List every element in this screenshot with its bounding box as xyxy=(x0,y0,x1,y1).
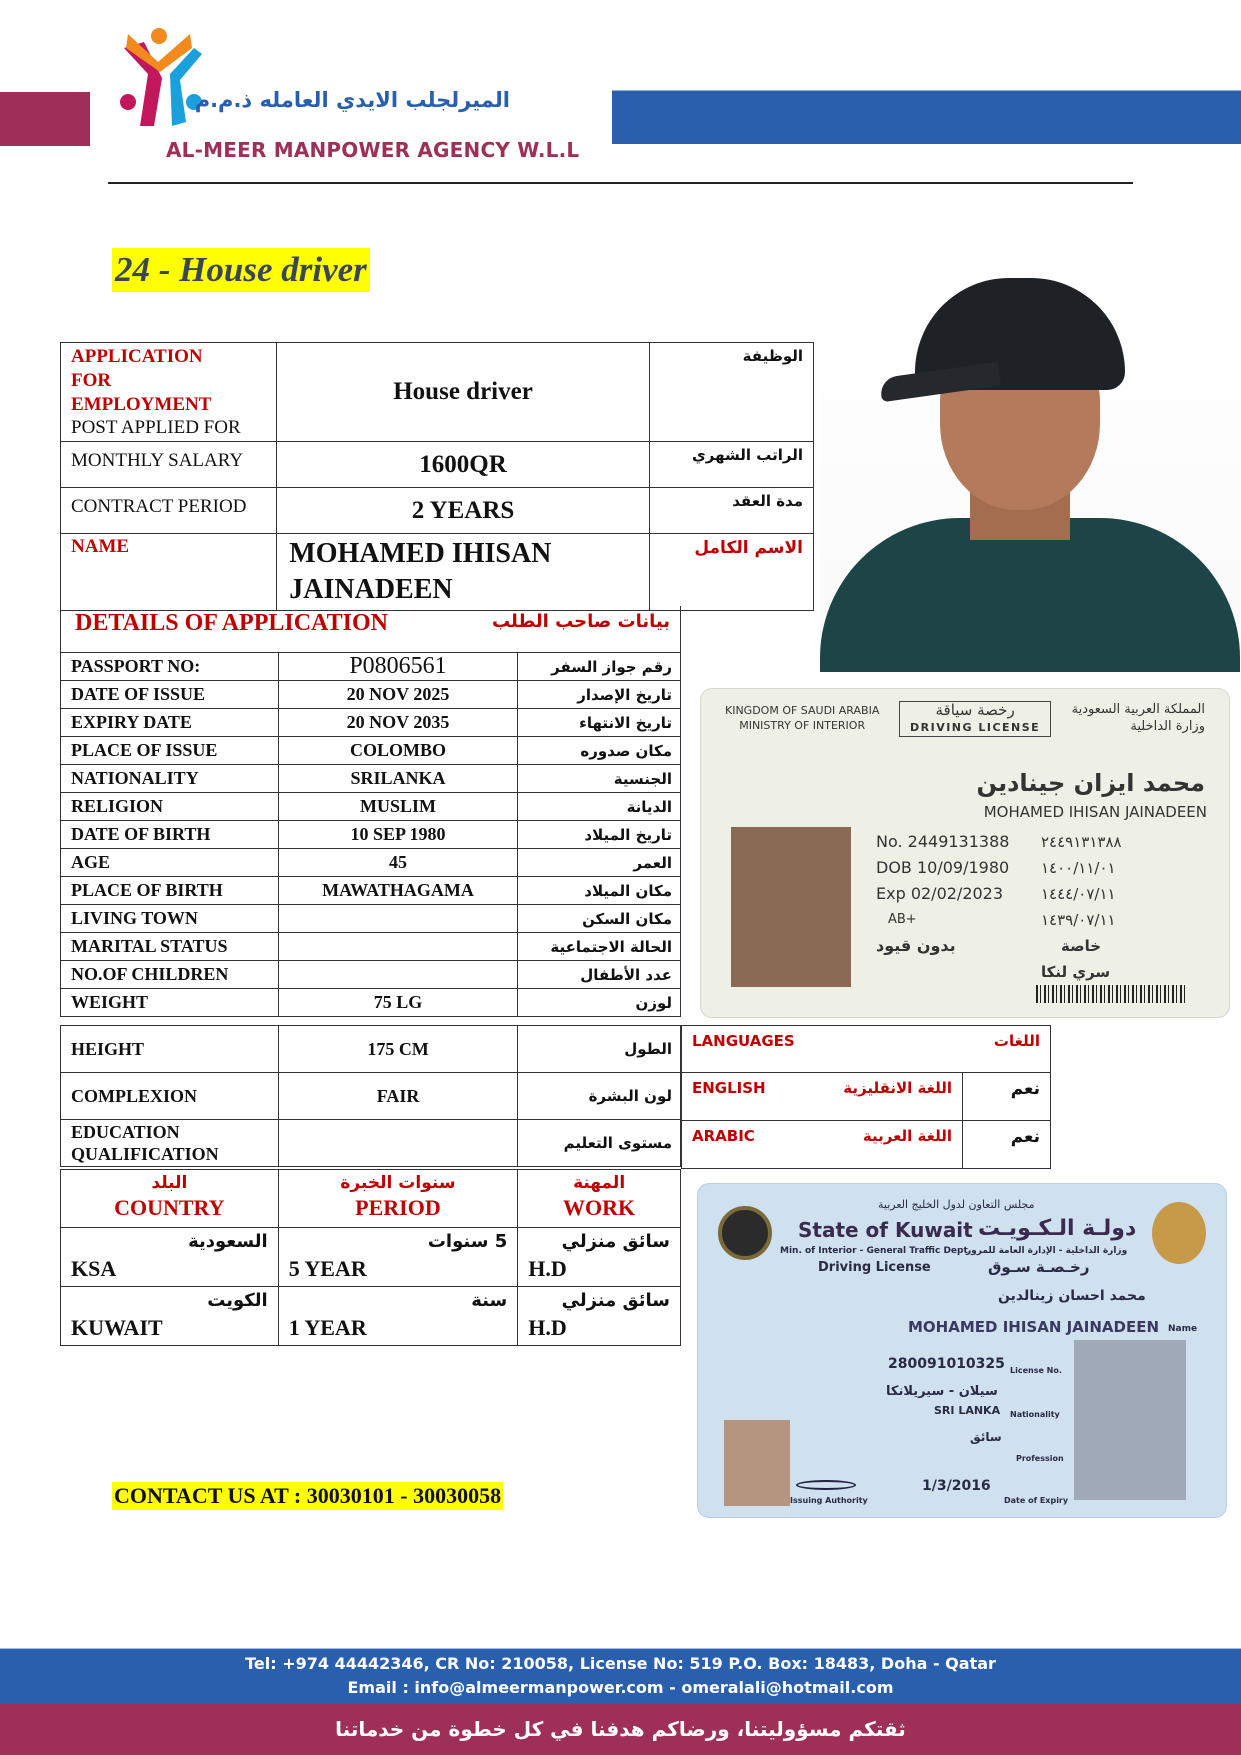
kw-ministry-en: Min. of Interior - General Traffic Dept. xyxy=(780,1246,972,1256)
name-value: MOHAMED IHISAN JAINADEEN xyxy=(277,534,649,611)
company-logo-icon xyxy=(110,26,208,134)
header-divider xyxy=(108,182,1133,184)
work-en: H.D xyxy=(528,1256,567,1281)
detail-value: 10 SEP 1980 xyxy=(278,821,518,849)
period-ar: سنة xyxy=(471,1290,508,1311)
experience-header-work xyxy=(518,1170,681,1228)
experience-country xyxy=(61,1228,279,1287)
experience-row xyxy=(61,1228,681,1287)
kw-nationality-label: Nationality xyxy=(1010,1410,1060,1419)
detail-label: NATIONALITY xyxy=(61,765,279,793)
detail-label: MARITAL STATUS xyxy=(61,933,279,961)
detail-label-ar: الحالة الاجتماعية xyxy=(518,933,681,961)
detail-label: PLACE OF BIRTH xyxy=(61,877,279,905)
detail-label-ar: تاريخ الإصدار xyxy=(518,681,681,709)
detail-row xyxy=(61,681,681,709)
language-row xyxy=(682,1121,1051,1169)
detail-value: 175 CM xyxy=(278,1026,517,1073)
detail-value: 45 xyxy=(278,849,518,877)
details-title: DETAILS OF APPLICATION xyxy=(75,610,388,636)
country-ar: الكويت xyxy=(207,1290,268,1311)
footer-slogan: ثقتكم مسؤوليتنا، ورضاكم هدفنا في كل خطوة من خدماتنا xyxy=(0,1704,1241,1755)
kw-title-en: Driving License xyxy=(818,1260,931,1275)
ksa-exp-ar: ١٤٤٤/٠٧/١١ xyxy=(1041,885,1116,903)
detail-value xyxy=(278,1120,517,1167)
name-label: NAME xyxy=(61,534,277,611)
language-answer: نعم xyxy=(963,1073,1051,1121)
detail-label-ar: عدد الأطفال xyxy=(518,961,681,989)
detail-label: EDUCATION QUALIFICATION xyxy=(61,1120,279,1167)
ksa-name-en: MOHAMED IHISAN JAINADEEN xyxy=(983,803,1207,821)
header-band-right xyxy=(612,90,1241,144)
language-ar: اللغة العربية xyxy=(862,1127,952,1145)
detail-label-ar: الجنسية xyxy=(518,765,681,793)
ksa-type-ar: خاصة xyxy=(1061,937,1102,955)
name-label-ar: الاسم الكامل xyxy=(649,534,813,611)
signature-icon xyxy=(796,1480,856,1490)
details-table-tall xyxy=(60,1025,681,1167)
period-en: 1 YEAR xyxy=(288,1315,367,1340)
kw-title-ar: رخـصـة سـوق xyxy=(988,1258,1090,1276)
detail-value: MUSLIM xyxy=(278,793,518,821)
ksa-license-photo xyxy=(731,827,851,987)
language-name xyxy=(682,1121,963,1169)
post-label-ar: الوظيفة xyxy=(649,343,813,442)
details-table xyxy=(60,652,681,1017)
post-label: POST APPLIED FOR xyxy=(71,417,241,438)
experience-work xyxy=(518,1287,681,1346)
detail-label: PLACE OF ISSUE xyxy=(61,737,279,765)
detail-label: COMPLEXION xyxy=(61,1073,279,1120)
detail-value: SRILANKA xyxy=(278,765,518,793)
language-row xyxy=(682,1073,1051,1121)
kw-gcc-ar: مجلس التعاون لدول الخليج العربية xyxy=(878,1198,1035,1211)
header-period-en: PERIOD xyxy=(355,1195,441,1220)
detail-row xyxy=(61,765,681,793)
header-work-en: WORK xyxy=(563,1195,636,1220)
language-answer: نعم xyxy=(963,1121,1051,1169)
header-period-ar: سنوات الخبرة xyxy=(340,1173,456,1193)
kw-license-photo xyxy=(1074,1340,1186,1500)
country-en: KUWAIT xyxy=(71,1315,163,1340)
post-label-cell xyxy=(61,343,277,442)
detail-row xyxy=(61,905,681,933)
detail-label: AGE xyxy=(61,849,279,877)
detail-label: WEIGHT xyxy=(61,989,279,1017)
salary-label: MONTHLY SALARY xyxy=(61,442,277,488)
detail-row xyxy=(61,849,681,877)
detail-label: RELIGION xyxy=(61,793,279,821)
detail-label-ar: رقم جواز السفر xyxy=(518,653,681,681)
languages-title: LANGUAGES xyxy=(692,1032,795,1050)
detail-label-ar: الطول xyxy=(518,1026,681,1073)
ksa-number: No. 2449131388 xyxy=(876,832,1010,851)
detail-label-ar: العمر xyxy=(518,849,681,877)
detail-row xyxy=(61,1026,681,1073)
experience-country xyxy=(61,1287,279,1346)
experience-table xyxy=(60,1169,681,1346)
detail-label-ar: لون البشرة xyxy=(518,1073,681,1120)
kw-name-label: Name xyxy=(1168,1324,1198,1334)
ksa-ministry-en: MINISTRY OF INTERIOR xyxy=(739,719,866,732)
contact-line: CONTACT US AT : 30030101 - 30030058 xyxy=(114,1483,502,1508)
kuwait-driving-license-image xyxy=(697,1183,1227,1518)
language-en: ENGLISH xyxy=(692,1079,766,1097)
work-ar: سائق منزلي xyxy=(561,1290,670,1311)
experience-header-country xyxy=(61,1170,279,1228)
footer-contact-band xyxy=(0,1648,1241,1704)
kw-expiry: 1/3/2016 xyxy=(922,1478,991,1494)
detail-row xyxy=(61,961,681,989)
header-country-ar: البلد xyxy=(151,1173,188,1193)
experience-row xyxy=(61,1287,681,1346)
company-name-arabic: الميرلجلب الايدي العامله ذ.م.م xyxy=(194,88,510,112)
applicant-photo xyxy=(820,270,1240,672)
detail-value: COLOMBO xyxy=(278,737,518,765)
ksa-dob: DOB 10/09/1980 xyxy=(876,858,1010,877)
work-ar: سائق منزلي xyxy=(561,1231,670,1252)
ksa-title-ar: رخصة سياقة xyxy=(935,701,1015,719)
ksa-exp: Exp 02/02/2023 xyxy=(876,884,1004,903)
detail-label: LIVING TOWN xyxy=(61,905,279,933)
detail-label-ar: مستوى التعليم xyxy=(518,1120,681,1167)
kw-state-ar: دولـة الـكـويـت xyxy=(978,1216,1137,1241)
detail-value: 75 LG xyxy=(278,989,518,1017)
footer-email[interactable]: Email : info@almeermanpower.com - omeralali@hotmail.com xyxy=(347,1678,894,1697)
detail-value: FAIR xyxy=(278,1073,517,1120)
details-title-ar: بيانات صاحب الطلب xyxy=(491,611,670,632)
salary-value: 1600QR xyxy=(277,442,649,488)
ksa-title-en: DRIVING LICENSE xyxy=(910,721,1041,734)
detail-value: MAWATHAGAMA xyxy=(278,877,518,905)
kw-authority-label: Issuing Authority xyxy=(790,1496,868,1505)
ksa-restrictions-ar: بدون قيود xyxy=(876,936,956,955)
kw-profession-ar: سائق xyxy=(970,1430,1002,1444)
detail-row xyxy=(61,793,681,821)
ksa-dob-ar: ١٤٠٠/١١/٠١ xyxy=(1041,859,1116,877)
kw-license-no: 280091010325 xyxy=(888,1356,1005,1372)
period-en: 5 YEAR xyxy=(288,1256,367,1281)
header-country-en: COUNTRY xyxy=(114,1195,225,1220)
detail-label-ar: مكان الميلاد xyxy=(518,877,681,905)
detail-label-ar: تاريخ الميلاد xyxy=(518,821,681,849)
detail-row xyxy=(61,877,681,905)
detail-row xyxy=(61,709,681,737)
country-en: KSA xyxy=(71,1256,117,1281)
detail-value: P0806561 xyxy=(278,653,518,681)
detail-row xyxy=(61,1073,681,1120)
company-name-english: AL-MEER MANPOWER AGENCY W.L.L xyxy=(166,138,580,162)
detail-label: NO.OF CHILDREN xyxy=(61,961,279,989)
kw-small-photo xyxy=(724,1420,790,1506)
detail-label: HEIGHT xyxy=(61,1026,279,1073)
detail-value xyxy=(278,933,518,961)
barcode-icon xyxy=(1036,985,1186,1003)
detail-row xyxy=(61,1120,681,1167)
kw-state-en: State of Kuwait xyxy=(798,1218,973,1242)
ksa-country-en: KINGDOM OF SAUDI ARABIA xyxy=(725,704,880,717)
ksa-name-ar: محمد ايزان جينادين xyxy=(976,769,1205,797)
detail-label-ar: تاريخ الانتهاء xyxy=(518,709,681,737)
header-work-ar: المهنة xyxy=(573,1173,626,1193)
languages-header xyxy=(682,1026,1051,1073)
gcc-emblem-icon xyxy=(718,1206,772,1260)
kw-nationality-ar: سيلان - سيريلانكا xyxy=(886,1384,998,1399)
ksa-number-ar: ٢٤٤٩١٣١٣٨٨ xyxy=(1041,833,1122,851)
ksa-ministry-ar: وزارة الداخلية xyxy=(1130,719,1205,734)
header-band-left xyxy=(0,92,90,146)
detail-value: 20 NOV 2035 xyxy=(278,709,518,737)
detail-label: EXPIRY DATE xyxy=(61,709,279,737)
language-en: ARABIC xyxy=(692,1127,755,1145)
detail-label-ar: الديانة xyxy=(518,793,681,821)
application-heading: APPLICATION FOR EMPLOYMENT xyxy=(71,346,212,415)
detail-row xyxy=(61,989,681,1017)
experience-period xyxy=(278,1228,518,1287)
languages-title-ar: اللغات xyxy=(993,1032,1040,1050)
work-en: H.D xyxy=(528,1315,567,1340)
contract-label-ar: مدة العقد xyxy=(649,488,813,534)
ksa-issue-ar: ١٤٣٩/٠٧/١١ xyxy=(1041,911,1116,929)
detail-label: DATE OF ISSUE xyxy=(61,681,279,709)
languages-table xyxy=(681,1025,1051,1169)
detail-row xyxy=(61,737,681,765)
contract-label: CONTRACT PERIOD xyxy=(61,488,277,534)
ksa-driving-license-image xyxy=(700,688,1230,1018)
ksa-country-ar: المملكة العربية السعودية xyxy=(1071,702,1205,717)
contract-value: 2 YEARS xyxy=(277,488,649,534)
detail-value xyxy=(278,961,518,989)
detail-value xyxy=(278,905,518,933)
detail-label: PASSPORT NO: xyxy=(61,653,279,681)
kw-expiry-label: Date of Expiry xyxy=(1004,1496,1069,1505)
kw-nationality: SRI LANKA xyxy=(934,1404,1001,1417)
detail-label-ar: مكان صدوره xyxy=(518,737,681,765)
detail-label-ar: لوزن xyxy=(518,989,681,1017)
kw-name-en: MOHAMED IHISAN JAINADEEN xyxy=(908,1318,1160,1336)
period-ar: 5 سنوات xyxy=(427,1231,508,1252)
ksa-blood: AB+ xyxy=(888,912,917,927)
language-name xyxy=(682,1073,963,1121)
post-value: House driver xyxy=(277,343,649,442)
country-ar: السعودية xyxy=(188,1231,268,1252)
detail-row xyxy=(61,933,681,961)
details-header xyxy=(60,606,681,652)
salary-label-ar: الراتب الشهري xyxy=(649,442,813,488)
detail-row xyxy=(61,653,681,681)
ksa-nationality-ar: سري لنكا xyxy=(1041,963,1111,981)
kw-license-label: License No. xyxy=(1010,1366,1062,1375)
kw-profession-label: Profession xyxy=(1016,1454,1064,1463)
detail-label: DATE OF BIRTH xyxy=(61,821,279,849)
detail-row xyxy=(61,821,681,849)
experience-work xyxy=(518,1228,681,1287)
detail-value: 20 NOV 2025 xyxy=(278,681,518,709)
experience-header-period xyxy=(278,1170,518,1228)
language-ar: اللغة الانقليزية xyxy=(843,1079,952,1097)
application-table xyxy=(60,342,814,611)
detail-label-ar: مكان السكن xyxy=(518,905,681,933)
kw-name-ar: محمد احسان زينالدين xyxy=(998,1288,1146,1304)
page-title: 24 - House driver xyxy=(112,248,370,292)
kuwait-emblem-icon xyxy=(1152,1202,1206,1264)
kw-ministry-ar: وزارة الداخلية - الإدارة العامة للمرور xyxy=(966,1246,1128,1256)
experience-period xyxy=(278,1287,518,1346)
footer-address: Tel: +974 44442346, CR No: 210058, License No: 519 P.O. Box: 18483, Doha - Qatar xyxy=(245,1654,996,1673)
